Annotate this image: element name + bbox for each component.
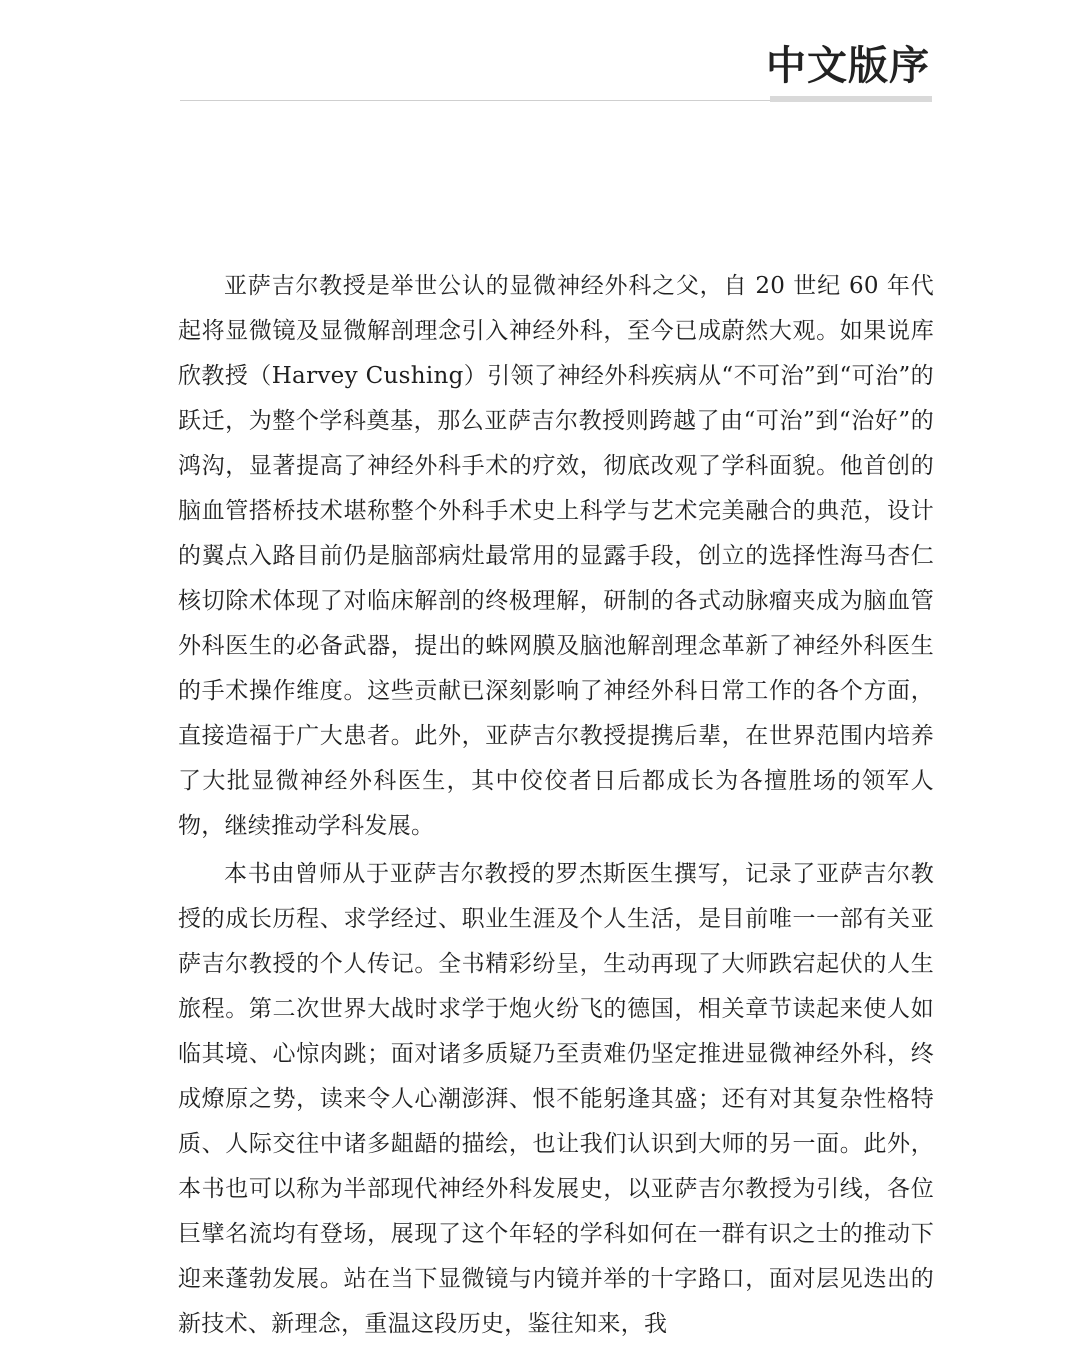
paragraph: 亚萨吉尔教授是举世公认的显微神经外科之父，自 20 世纪 60 年代起将显微镜及显微解剖理念引入神经外科，至今已成蔚然大观。如果说库欣教授（Harvey Cushing）引领了神经外科疾病从“不可治”到“可治”的跃迁，为整个学科奠基，那么亚萨吉尔教授则跨越了由“可治”到“治好”的鸿沟，显著提高了神经外科手术的疗效，彻底改观了学科面貌。他首创的脑血管搭桥技术堪称整个外科手术史上科学与艺术完美融合的典范，设计的翼点入路目前仍是脑部病灶最常用的显露手段，创立的选择性海马杏仁核切除术体现了对临床解剖的终极理解，研制的各式动脉瘤夹成为脑血管外科医生的必备武器，提出的蛛网膜及脑池解剖理念革新了神经外科医生的手术操作维度。这些贡献已深刻影响了神经外科日常工作的各个方面，直接造福于广大患者。此外，亚萨吉尔教授提携后辈，在世界范围内培养了大批显微神经外科医生，其中佼佼者日后都成长为各擅胜场的领军人物，继续推动学科发展。	[178, 273, 934, 839]
paragraph: 本书由曾师从于亚萨吉尔教授的罗杰斯医生撰写，记录了亚萨吉尔教授的成长历程、求学经过、职业生涯及个人生活，是目前唯一一部有关亚萨吉尔教授的个人传记。全书精彩纷呈，生动再现了大师跌宕起伏的人生旅程。第二次世界大战时求学于炮火纷飞的德国，相关章节读起来使人如临其境、心惊肉跳；面对诸多质疑乃至责难仍坚定推进显微神经外科，终成燎原之势，读来令人心潮澎湃、恨不能躬逢其盛；还有对其复杂性格特质、人际交往中诸多龃龉的描绘，也让我们认识到大师的另一面。此外，本书也可以称为半部现代神经外科发展史，以亚萨吉尔教授为引线，各位巨擘名流均有登场，展现了这个年轻的学科如何在一群有识之士的推动下迎来蓬勃发展。站在当下显微镜与内镜并举的十字路口，面对层见迭出的新技术、新理念，重温这段历史，鉴往知来，我	[178, 861, 934, 1337]
page-title: 中文版序	[766, 43, 930, 89]
body-text	[178, 264, 934, 1347]
title-underline	[770, 96, 932, 102]
header-rule	[180, 100, 770, 101]
